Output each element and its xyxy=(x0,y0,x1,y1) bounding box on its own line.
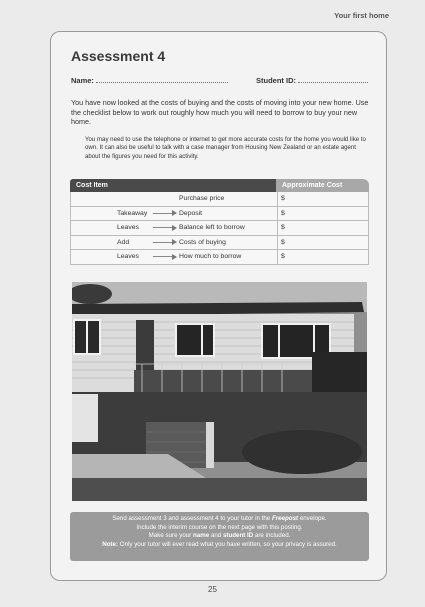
row-action: Leaves xyxy=(117,253,139,260)
privacy-note: Note: Only your tutor will ever read what you have written, so your privacy is assured. xyxy=(102,540,337,548)
table-header xyxy=(70,179,369,192)
student-id-label: Student ID: xyxy=(256,76,296,85)
column-divider xyxy=(277,250,278,264)
column-divider xyxy=(277,236,278,250)
arrow-right-icon xyxy=(153,239,179,247)
name-line[interactable] xyxy=(96,74,228,83)
column-divider xyxy=(277,221,278,235)
column-divider xyxy=(277,192,278,206)
arrow-right-icon xyxy=(153,253,179,261)
page-title: Assessment 4 xyxy=(71,48,166,64)
student-id-field[interactable] xyxy=(256,74,368,85)
row-amount-field[interactable]: $ xyxy=(281,224,285,231)
name-field[interactable] xyxy=(71,74,228,85)
instruction-line-1: Send assessment 3 and assessment 4 to your tutor in the Freepost envelope. xyxy=(112,515,327,522)
instruction-line-3: Make sure your name and student ID are included. xyxy=(148,532,291,540)
row-action: Leaves xyxy=(117,224,139,231)
table-row xyxy=(70,192,369,207)
row-action: Takeaway xyxy=(117,209,148,217)
row-item: Costs of buying xyxy=(179,238,226,246)
table-row xyxy=(70,250,369,265)
header-approx-cost: Approximate Cost xyxy=(276,179,369,192)
assessment-card xyxy=(50,31,387,581)
row-item: Balance left to borrow xyxy=(179,224,245,231)
arrow-right-icon xyxy=(153,224,179,232)
row-item: Deposit xyxy=(179,209,203,217)
intro-paragraph: You have now looked at the costs of buying and the costs of moving into your new home. Use the checklist below to work out roughly how much you will need to borrow to buy your new home. xyxy=(71,98,369,126)
row-amount-field[interactable]: $ xyxy=(281,238,285,246)
table-row xyxy=(70,221,369,236)
table-row xyxy=(70,236,369,251)
student-id-line[interactable] xyxy=(298,74,368,83)
row-amount-field[interactable]: $ xyxy=(281,253,285,260)
row-amount-field[interactable]: $ xyxy=(281,195,285,202)
table-row xyxy=(70,207,369,222)
name-label: Name: xyxy=(71,76,94,85)
cost-table xyxy=(70,179,369,265)
running-head: Your first home xyxy=(334,11,389,20)
row-item: Purchase price xyxy=(179,195,225,202)
column-divider xyxy=(277,207,278,221)
header-cost-item: Cost Item xyxy=(70,179,276,192)
row-action: Add xyxy=(117,238,130,246)
submission-instructions xyxy=(70,512,369,561)
row-item: How much to borrow xyxy=(179,253,242,260)
note-paragraph: You may need to use the telephone or internet to get more accurate costs for the home you would like to own. It can also be useful to talk with a case manager from Housing New Zealand or an estate agent about the figures you need for this activity. xyxy=(85,136,366,160)
house-photo xyxy=(72,282,367,501)
arrow-right-icon xyxy=(153,210,179,218)
instruction-line-2: Include the interim course on the next page with this posting. xyxy=(136,523,303,531)
page-number: 25 xyxy=(208,585,217,594)
row-amount-field[interactable]: $ xyxy=(281,209,285,217)
